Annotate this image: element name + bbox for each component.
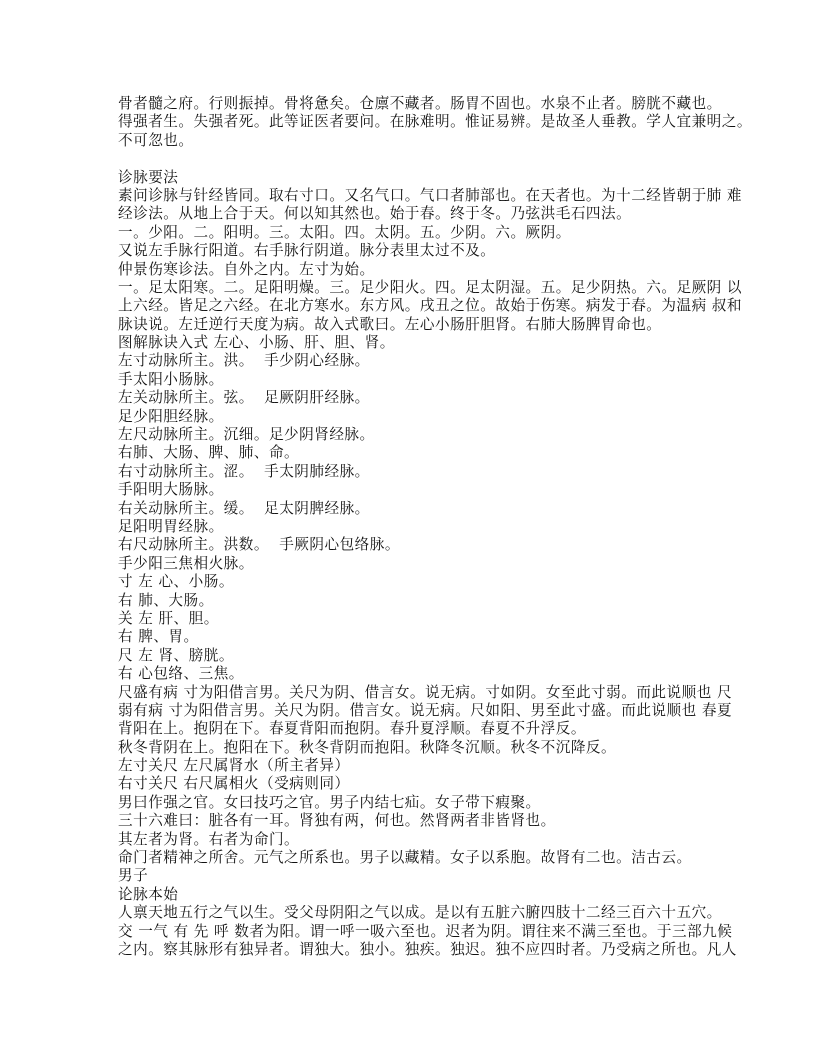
- text-line: 男曰作强之官。女曰技巧之官。男子内结七疝。女子带下瘕聚。: [118, 793, 541, 811]
- text-line: 上六经。皆足之六经。在北方寒水。东方风。戌丑之位。故始于伤寒。病发于春。为温病 叔和: [118, 297, 742, 315]
- text-line: 三十六难曰：脏各有一耳。肾独有两，何也。然肾两者非皆肾也。: [118, 812, 556, 830]
- text-line: 又说左手脉行阳道。右手脉行阴道。脉分表里太过不及。: [118, 242, 496, 260]
- text-line: 右 心包络、三焦。: [118, 665, 244, 683]
- text-line: 一。足太阳寒。二。足阳明燥。三。足少阳火。四。足太阴湿。五。足少阴热。六。足厥阴 以: [118, 278, 742, 296]
- text-line: 素问诊脉与针经皆同。取右寸口。又名气口。气口者肺部也。在天者也。为十二经皆朝于肺 难: [118, 186, 742, 204]
- text-line: 脉诀说。左迁逆行天度为病。故入式歌曰。左心小肠肝胆肾。右肺大肠脾胃命也。: [118, 315, 662, 333]
- section-heading: 诊脉要法: [118, 168, 179, 186]
- text-line: 人禀天地五行之气以生。受父母阴阳之气以成。是以有五脏六腑四肢十二经三百六十五穴。: [118, 904, 722, 922]
- text-line: 右寸关尺 右尺属相火（受病则同）: [118, 775, 350, 793]
- text-line: 手少阳三焦相火脉。: [118, 554, 254, 572]
- text-line: 寸 左 心、小肠。: [118, 573, 234, 591]
- text-line: 右 肺、大肠。: [118, 591, 214, 609]
- text-line: 尺盛有病 寸为阳借言男。关尺为阴、借言女。说无病。寸如阴。女至此寸弱。而此说顺也 尺: [118, 683, 733, 701]
- text-line: 右 脾、胃。: [118, 628, 199, 646]
- text-line: 手太阳小肠脉。: [118, 370, 224, 388]
- text-line: 仲景伤寒诊法。自外之内。左寸为始。: [118, 260, 375, 278]
- section-heading: 论脉本始: [118, 885, 179, 903]
- text-line: 得强者生。失强者死。此等证医者要问。在脉难明。惟证易辨。是故圣人垂教。学人宜兼明之。: [118, 113, 752, 131]
- text-line: 左寸动脉所主。洪。 手少阴心经脉。: [118, 352, 370, 370]
- text-line: 命门者精神之所舍。元气之所系也。男子以藏精。女子以系胞。故肾有二也。洁古云。: [118, 849, 692, 867]
- text-line: 左关动脉所主。弦。 足厥阴肝经脉。: [118, 389, 370, 407]
- text-line: 经诊法。从地上合于天。何以知其然也。始于春。终于冬。乃弦洪毛石四法。: [118, 205, 632, 223]
- text-line: 之内。察其脉形有独异者。谓独大。独小。独疾。独迟。独不应四时者。乃受病之所也。凡人: [118, 940, 737, 958]
- text-line: 右尺动脉所主。洪数。 手厥阴心包络脉。: [118, 536, 400, 554]
- text-line: 不可忽也。: [118, 131, 194, 149]
- text-line: 秋冬背阴在上。抱阳在下。秋冬背阴而抱阳。秋降冬沉顺。秋冬不沉降反。: [118, 738, 617, 756]
- text-line: 骨者髓之府。行则振掉。骨将惫矣。仓廪不藏者。肠胃不固也。水泉不止者。膀胱不藏也。: [118, 95, 722, 112]
- text-line: 男子: [118, 867, 149, 885]
- text-line: 右关动脉所主。缓。 足太阴脾经脉。: [118, 499, 370, 517]
- text-line: 交 一气 有 先 呼 数者为阳。谓一呼一吸六至也。迟者为阴。谓往来不满三至也。于三部九候: [118, 922, 733, 940]
- document-page: [118, 95, 752, 959]
- text-line: 足少阳胆经脉。: [118, 407, 224, 425]
- text-line: 手阳明大肠脉。: [118, 481, 224, 499]
- text-line: 图解脉诀入式 左心、小肠、肝、胆、肾。: [118, 334, 395, 352]
- blank-line: [118, 150, 718, 168]
- text-line: 其左者为肾。右者为命门。: [118, 830, 300, 848]
- text-line: 弱有病 寸为阳借言男。关尺为阴。借言女。说无病。尺如阳、男至此寸盛。而此说顺也 春夏: [118, 701, 733, 719]
- text-line: 左尺动脉所主。沉细。足少阴肾经脉。: [118, 426, 375, 444]
- text-line: 左寸关尺 左尺属肾水（所主者异）: [118, 757, 350, 775]
- text-line: 右寸动脉所主。涩。 手太阴肺经脉。: [118, 462, 370, 480]
- text-line: 关 左 肝、胆。: [118, 609, 219, 627]
- text-line: 右肺、大肠、脾、肺、命。: [118, 444, 300, 462]
- text-line: 背阳在上。抱阴在下。春夏背阳而抱阴。春升夏浮顺。春夏不升浮反。: [118, 720, 586, 738]
- text-line: 足阳明胃经脉。: [118, 517, 224, 535]
- text-line: 尺 左 肾、膀胱。: [118, 646, 234, 664]
- text-line: 一。少阳。二。阳明。三。太阳。四。太阴。五。少阴。六。厥阴。: [118, 223, 571, 241]
